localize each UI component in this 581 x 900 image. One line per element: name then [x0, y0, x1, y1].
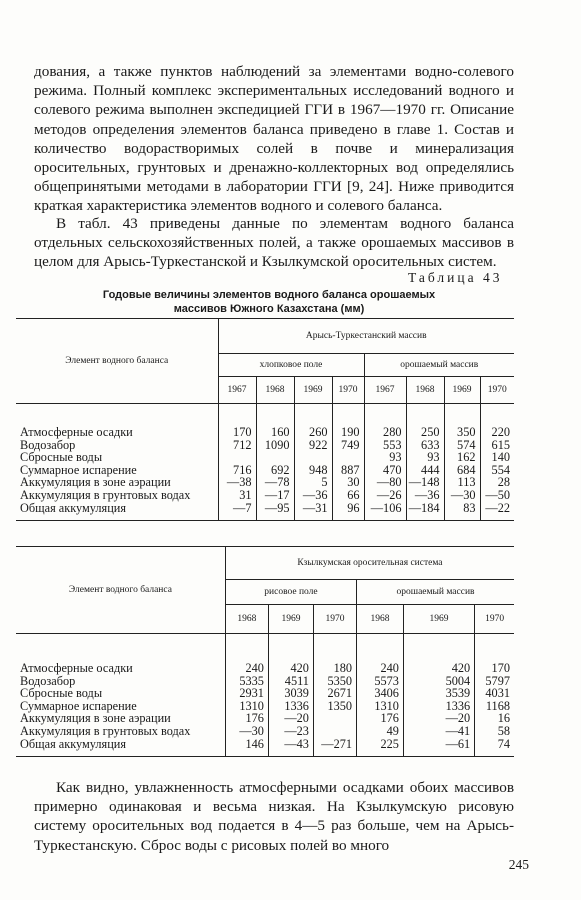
data-cell: 3539 — [403, 687, 474, 700]
data-cell — [218, 451, 256, 464]
data-cell: —26 — [364, 489, 406, 502]
data-cell: 1350 — [313, 700, 356, 713]
data-cell: 4511 — [268, 675, 313, 688]
year-header-cell: 1967 — [364, 377, 406, 404]
data-cell: —23 — [268, 725, 313, 738]
year-header-cell: 1970 — [313, 605, 356, 634]
data-cell: 633 — [406, 439, 444, 452]
data-cell: 948 — [294, 464, 332, 477]
group-header-irrigated-massif: орошаемый массив — [364, 354, 514, 377]
data-cell: 5004 — [403, 675, 474, 688]
system-header: Кзылкумская оросительная система — [225, 547, 514, 580]
table-row — [16, 725, 514, 738]
table-row — [16, 489, 514, 502]
row-label: Атмосферные осадки — [20, 425, 133, 439]
row-label: Аккумуляция в грунтовых водах — [20, 723, 191, 738]
data-cell: 240 — [357, 634, 404, 675]
table-kzylkum — [16, 546, 514, 757]
row-header-cell: Элемент водного баланса — [16, 319, 218, 404]
data-cell: 160 — [256, 404, 294, 439]
data-cell: 220 — [480, 404, 514, 439]
data-cell: 4031 — [475, 687, 514, 700]
table-caption — [64, 289, 474, 316]
data-cell: —31 — [294, 502, 332, 521]
data-cell: 692 — [256, 464, 294, 477]
data-cell: 31 — [218, 489, 256, 502]
data-cell: 887 — [332, 464, 364, 477]
year-header-cell: 1970 — [480, 377, 514, 404]
data-cell: 280 — [364, 404, 406, 439]
data-cell: 93 — [406, 451, 444, 464]
table-row — [16, 634, 514, 675]
data-cell: —50 — [480, 489, 514, 502]
data-cell: 28 — [480, 476, 514, 489]
data-cell: 146 — [225, 738, 268, 757]
data-cell: 190 — [332, 404, 364, 439]
data-cell: 350 — [444, 404, 480, 439]
data-cell: 240 — [225, 634, 268, 675]
data-cell — [313, 712, 356, 725]
year-header-cell: 1969 — [403, 605, 474, 634]
data-cell: 420 — [268, 634, 313, 675]
table-number: Таблица 43 — [408, 270, 503, 285]
table-caption-line2: массивов Южного Казахстана (мм) — [173, 302, 365, 315]
data-cell: 3406 — [357, 687, 404, 700]
data-cell: 2931 — [225, 687, 268, 700]
data-cell: 93 — [364, 451, 406, 464]
group-header-cotton-field: хлопковое поле — [218, 354, 364, 377]
data-cell: —17 — [256, 489, 294, 502]
system-header: Арысь-Туркестанский массив — [218, 319, 514, 354]
year-header-cell: 1968 — [225, 605, 268, 634]
group-header-irrigated-massif: орошаемый массив — [357, 580, 514, 605]
data-cell — [313, 725, 356, 738]
data-cell: 1090 — [256, 439, 294, 452]
row-label: Водозабор — [20, 437, 76, 452]
row-label: Суммарное испарение — [20, 698, 137, 713]
data-cell: 553 — [364, 439, 406, 452]
data-cell: 66 — [332, 489, 364, 502]
data-cell: 1168 — [475, 700, 514, 713]
data-cell: 113 — [444, 476, 480, 489]
data-cell: 5335 — [225, 675, 268, 688]
row-label: Аккумуляция в грунтовых водах — [20, 487, 191, 502]
data-cell: 1336 — [268, 700, 313, 713]
data-cell: 5 — [294, 476, 332, 489]
data-cell: —41 — [403, 725, 474, 738]
row-label: Аккумуляция в зоне аэрации — [20, 475, 171, 490]
data-cell: —36 — [294, 489, 332, 502]
data-cell: 3039 — [268, 687, 313, 700]
data-cell: —184 — [406, 502, 444, 521]
data-cell: —36 — [406, 489, 444, 502]
row-label: Аккумуляция в зоне аэрации — [20, 711, 171, 726]
data-cell: —271 — [313, 738, 356, 757]
data-cell: 615 — [480, 439, 514, 452]
data-cell: —7 — [218, 502, 256, 521]
data-cell: 470 — [364, 464, 406, 477]
data-cell: 30 — [332, 476, 364, 489]
table-caption-line1: Годовые величины элементов водного баланса орошаемых — [102, 289, 436, 301]
data-cell — [294, 451, 332, 464]
data-cell: 1310 — [357, 700, 404, 713]
paragraph-conclusion: Как видно, увлажненность атмосферными осадками обоих массивов примерно одинаковая и весьма низкая. На Кзылкумскую рисовую систему оросительных вод подается в 4—5 раз больше, чем на Арысь-Туркестанскую. Сброс воды с рисовых полей во много — [34, 779, 514, 854]
data-cell: 176 — [357, 712, 404, 725]
year-header-cell: 1969 — [268, 605, 313, 634]
data-cell: 83 — [444, 502, 480, 521]
data-cell: 49 — [357, 725, 404, 738]
data-cell: 176 — [225, 712, 268, 725]
year-header-cell: 1967 — [218, 377, 256, 404]
paragraph-intro: дования, а также пунктов наблюдений за элементами водно-солевого режима. Полный комплекс экспериментальных исследований водного и солевого режима выполнен экспедицией ГГИ в 1967—1970 гг. Описание методов определения элементов баланса приведено в главе 1. Состав и количество водорастворимых солей в почве и минерализация оросительных, грунтовых и дренажно-коллекторных вод определялись общепринятыми методами в лаборатории ГГИ [9, 24]. Ниже приводится краткая характеристика элементов водного и солевого баланса. — [34, 63, 514, 215]
data-cell: —38 — [218, 476, 256, 489]
group-header-rice-field: рисовое поле — [225, 580, 356, 605]
row-label: Водозабор — [20, 673, 76, 688]
year-header-cell: 1970 — [332, 377, 364, 404]
data-cell: 2671 — [313, 687, 356, 700]
data-cell: 180 — [313, 634, 356, 675]
table-row — [16, 738, 514, 757]
data-cell: 96 — [332, 502, 364, 521]
data-cell: 170 — [218, 404, 256, 439]
data-cell: —148 — [406, 476, 444, 489]
data-cell: 716 — [218, 464, 256, 477]
data-cell: 1310 — [225, 700, 268, 713]
data-cell: —80 — [364, 476, 406, 489]
row-label: Сбросные воды — [20, 450, 103, 465]
table-row — [16, 502, 514, 521]
year-header-cell: 1969 — [444, 377, 480, 404]
data-cell: —30 — [444, 489, 480, 502]
paragraph-table-reference: В табл. 43 приведены данные по элементам водного баланса отдельных сельскохозяйственных полей, а также орошаемых массивов в целом для Арысь-Туркестанской и Кзылкумской оросительных систем. — [34, 215, 514, 271]
data-cell — [256, 451, 294, 464]
data-cell: 5797 — [475, 675, 514, 688]
page-number: 245 — [508, 857, 529, 872]
data-cell: —95 — [256, 502, 294, 521]
data-cell: 250 — [406, 404, 444, 439]
data-cell: 225 — [357, 738, 404, 757]
data-cell: 420 — [403, 634, 474, 675]
data-cell: 749 — [332, 439, 364, 452]
data-cell: —22 — [480, 502, 514, 521]
data-cell: 5350 — [313, 675, 356, 688]
row-label: Атмосферные осадки — [20, 661, 133, 675]
data-cell: 574 — [444, 439, 480, 452]
year-header-cell: 1970 — [475, 605, 514, 634]
data-cell: 444 — [406, 464, 444, 477]
year-header-cell: 1968 — [256, 377, 294, 404]
data-cell: 74 — [475, 738, 514, 757]
table-arys-turkestan — [16, 318, 514, 521]
data-cell: 922 — [294, 439, 332, 452]
data-cell: —20 — [268, 712, 313, 725]
data-cell: 554 — [480, 464, 514, 477]
data-cell: 1336 — [403, 700, 474, 713]
data-cell: 260 — [294, 404, 332, 439]
row-label: Общая аккумуляция — [16, 502, 218, 521]
row-label: Общая аккумуляция — [16, 738, 225, 757]
data-cell: 712 — [218, 439, 256, 452]
data-cell: 140 — [480, 451, 514, 464]
data-cell: 162 — [444, 451, 480, 464]
data-cell: —106 — [364, 502, 406, 521]
year-header-cell: 1969 — [294, 377, 332, 404]
table-row — [16, 451, 514, 464]
data-cell: —20 — [403, 712, 474, 725]
data-cell: 16 — [475, 712, 514, 725]
data-cell: —43 — [268, 738, 313, 757]
row-label: Суммарное испарение — [20, 462, 137, 477]
data-cell: —61 — [403, 738, 474, 757]
year-header-cell: 1968 — [357, 605, 404, 634]
table-row — [16, 687, 514, 700]
data-cell: 58 — [475, 725, 514, 738]
data-cell: 170 — [475, 634, 514, 675]
year-header-cell: 1968 — [406, 377, 444, 404]
data-cell: —30 — [225, 725, 268, 738]
data-cell: 684 — [444, 464, 480, 477]
data-cell — [332, 451, 364, 464]
row-header-cell: Элемент водного баланса — [16, 547, 225, 634]
data-cell: —78 — [256, 476, 294, 489]
row-label: Сбросные воды — [20, 686, 103, 701]
table-row — [16, 404, 514, 439]
data-cell: 5573 — [357, 675, 404, 688]
